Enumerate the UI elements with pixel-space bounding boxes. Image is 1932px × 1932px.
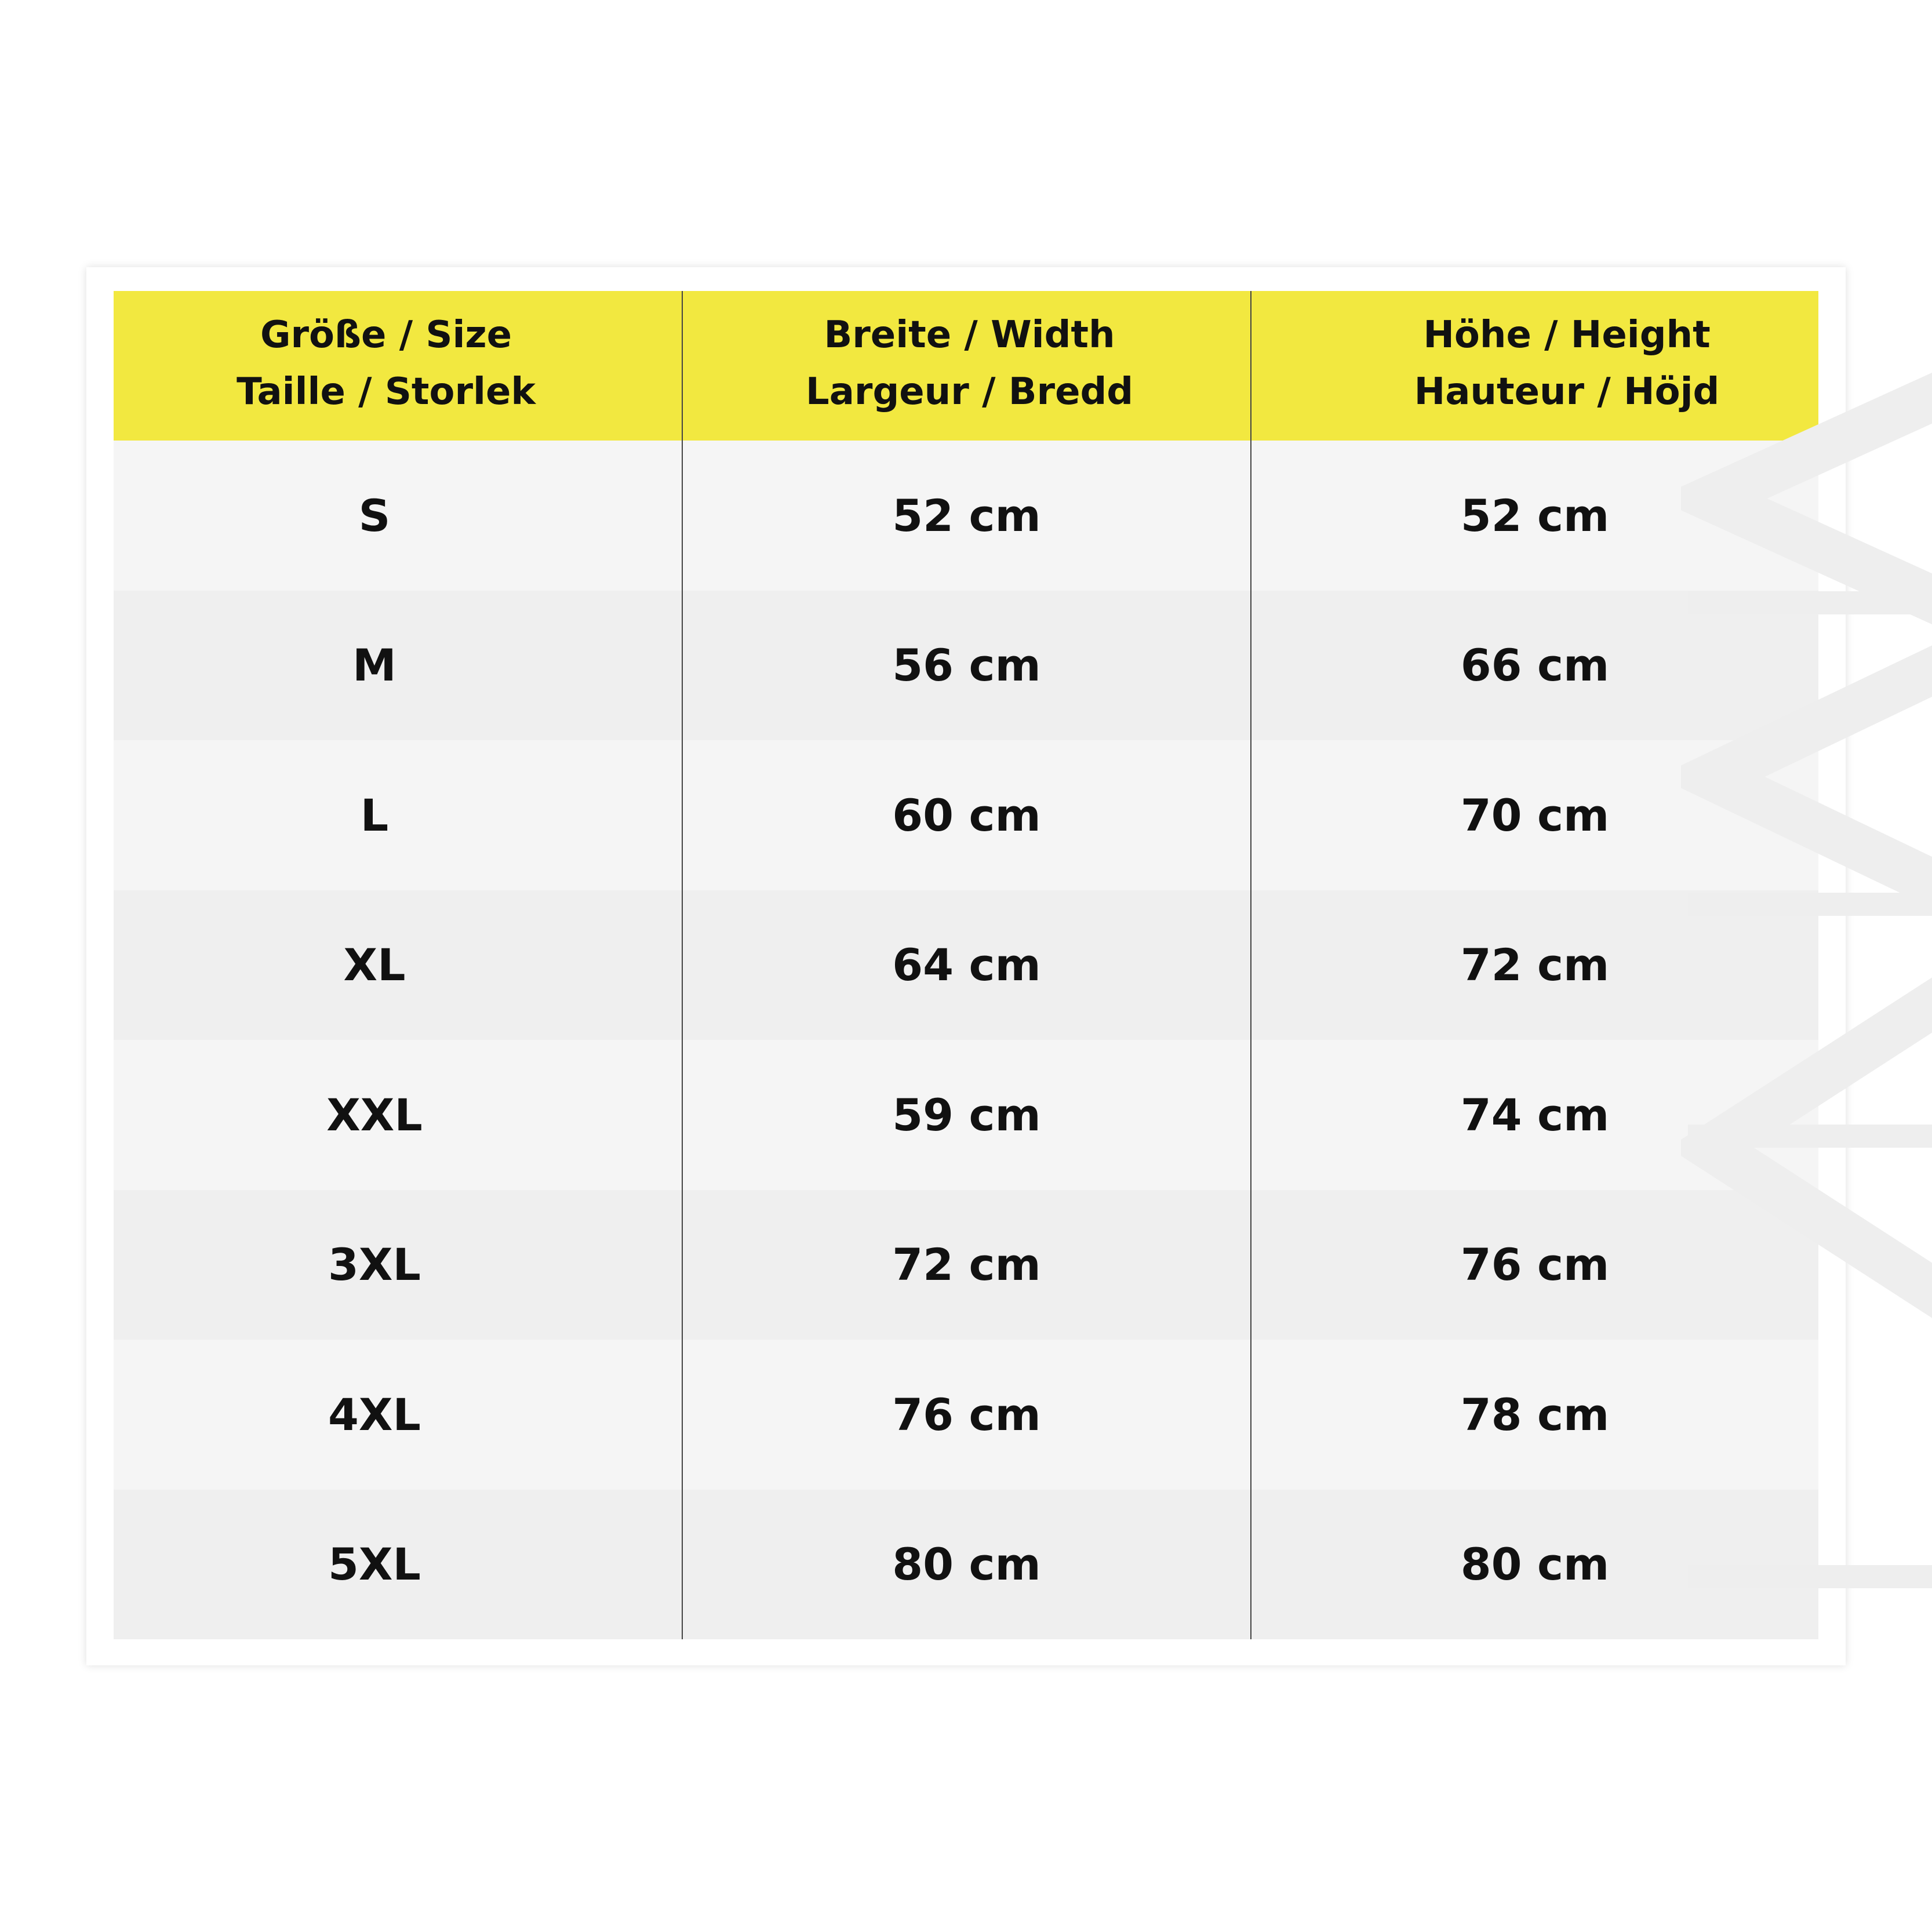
height-cell: 76 cm: [1250, 1190, 1818, 1340]
width-cell: 52 cm: [682, 441, 1250, 591]
size-cell: 5XL: [114, 1490, 682, 1640]
header-size-line-2: Taille / Storlek: [237, 370, 536, 413]
width-cell: 80 cm: [682, 1490, 1250, 1640]
header-width-line-1: Breite / Width: [824, 314, 1115, 356]
header-height-line-1: Höhe / Height: [1423, 314, 1711, 356]
height-cell: 74 cm: [1250, 1040, 1818, 1190]
size-cell: 4XL: [114, 1340, 682, 1490]
header-height: [1250, 291, 1818, 441]
width-cell: 59 cm: [682, 1040, 1250, 1190]
header-width-line-2: Largeur / Bredd: [805, 370, 1134, 413]
height-cell: 80 cm: [1250, 1490, 1818, 1640]
height-cell: 72 cm: [1250, 890, 1818, 1040]
height-cell: 66 cm: [1250, 591, 1818, 741]
width-cell: 64 cm: [682, 890, 1250, 1040]
height-cell: 78 cm: [1250, 1340, 1818, 1490]
size-cell: 3XL: [114, 1190, 682, 1340]
width-cell: 56 cm: [682, 591, 1250, 741]
height-cell: 70 cm: [1250, 740, 1818, 890]
width-cell: 60 cm: [682, 740, 1250, 890]
width-cell: 76 cm: [682, 1340, 1250, 1490]
size-cell: S: [114, 441, 682, 591]
header-width: [682, 291, 1250, 441]
size-cell: M: [114, 591, 682, 741]
size-cell: XL: [114, 890, 682, 1040]
header-size: [114, 291, 682, 441]
size-cell: L: [114, 740, 682, 890]
size-cell: XXL: [114, 1040, 682, 1190]
height-cell: 52 cm: [1250, 441, 1818, 591]
size-table: [114, 291, 1818, 1639]
header-size-line-1: Größe / Size: [260, 314, 512, 356]
header-height-line-2: Hauteur / Höjd: [1414, 370, 1720, 413]
width-cell: 72 cm: [682, 1190, 1250, 1340]
